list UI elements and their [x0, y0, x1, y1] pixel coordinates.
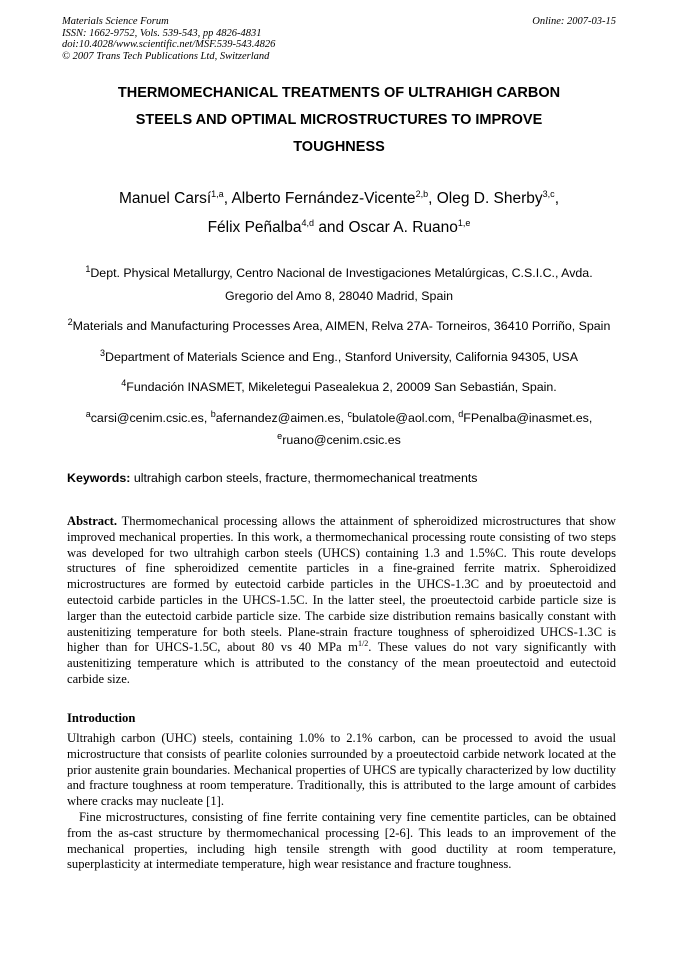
author-sup: 1,e [457, 217, 471, 228]
affiliation-item [66, 376, 612, 399]
author-and: and [318, 219, 345, 236]
email-sup: c [347, 408, 353, 419]
author-list [60, 184, 618, 242]
affiliation-sup: 1 [85, 263, 91, 274]
title-line-1: THERMOMECHANICAL TREATMENTS OF ULTRAHIGH CARBON [117, 85, 561, 101]
affiliation-item [66, 262, 612, 307]
issn-line: ISSN: 1662-9752, Vols. 539-543, pp 4826-4831 [62, 27, 262, 39]
author-sup: 2,b [415, 188, 429, 199]
title-line-3: TOUGHNESS [293, 139, 385, 155]
email-address[interactable]: FPenalba@inasmet.es, [463, 410, 593, 425]
author-name: Oscar A. Ruano [348, 219, 458, 236]
email-sup: a [85, 408, 91, 419]
keywords [67, 471, 617, 485]
author-line-1: Manuel Carsí$^{1,a}$, Alberto Fernández-Vicente$^{2,b}$, Oleg D. Sherby$^{3,c}$, [118, 188, 559, 207]
email-address[interactable]: afernandez@aimen.es, [215, 410, 345, 425]
online-date: Online: 2007-03-15 [532, 16, 616, 27]
affiliation-sup: 2 [67, 316, 73, 327]
author-sup: 4,d [301, 217, 314, 228]
doi-line: doi:10.4028/www.scientific.net/MSF.539-543.4826 [62, 39, 276, 50]
affiliation-sup: 3 [100, 347, 106, 358]
paragraph: Ultrahigh carbon (UHC) steels, containing 1.0% to 2.1% carbon, can be processed to avoid the usual microstructure that consists of pearlite colonies surrounded by a proeutectoid carbide network located at the prior austenite grain boundaries. Mechanical properties of UHCS are typically characterized by low ductility and fracture toughness at room temperature. Traditionally, this is attributed to the large amount of carbides where cracks may nucleate [1]. [67, 731, 616, 809]
email-list [66, 407, 612, 452]
affiliation-text: Fundación INASMET, Mikeletegui Pasealekua 2, 20009 San Sebastián, Spain. [126, 380, 557, 394]
abstract [67, 514, 616, 688]
paper-title [60, 80, 618, 161]
author-name: Manuel Carsí [118, 190, 212, 207]
email-address[interactable]: bulatole@aol.com, [352, 410, 455, 425]
email-address[interactable]: carsi@cenim.csic.es, [90, 410, 208, 425]
paragraph: Fine microstructures, consisting of fine ferrite containing very fine cementite particles, can be obtained from the as-cast structure by thermomechanical processing [2-6]. This leads to an improvement of the mechanical properties, including high tensile strength with good ductility at room temperature, superplasticity at intermediate temperature, high wear resistance and fracture toughness. [67, 809, 616, 872]
keywords-text: ultrahigh carbon steels, fracture, thermomechanical treatments [133, 471, 478, 485]
affiliation-text: Department of Materials Science and Eng., Stanford University, California 94305, USA [105, 349, 578, 364]
author-sup: 3,c [542, 188, 555, 199]
email-sup: b [210, 408, 216, 419]
email-address[interactable]: ruano@cenim.csic.es [282, 433, 401, 447]
affiliation-text: Dept. Physical Metallurgy, Centro Nacional de Investigaciones Metalúrgicas, C.S.I.C., Avda. Gregorio del Amo 8, 28040 Madrid, Spain [90, 266, 593, 303]
author-name: Alberto Fernández-Vicente [231, 190, 416, 207]
affiliation-sup: 4 [121, 377, 127, 388]
abstract-text: Thermomechanical processing allows the attainment of spheroidized microstructures that show improved mechanical properties. In this work, a thermomechanical processing route consisting of two steps was developed for two ultrahigh carbon steels (UHCS) containing 1.3 and 1.5%C. This route develops structures of fine spheroidized cementite particles in a fine-grained ferrite matrix. Spheroidized microstructures are formed by eutectoid carbide particles in the UHCS-1.3C and by proeutectoid and eutectoid carbide particles in the UHCS-1.5C. In the latter steel, the proeutectoid carbide particle size is larger than the eutectoid carbide particle size. The carbide size distribution remains basically constant with austenitizing temperature for both steels. Plane-strain fracture toughness of spheroidized UHCS-1.3C is higher than for UHCS-1.5C, about 80 vs 40 MPa m [67, 514, 617, 655]
title-line-2: STEELS AND OPTIMAL MICROSTRUCTURES TO IMPROVE [135, 112, 543, 128]
journal-name: Materials Science Forum [62, 16, 169, 27]
keywords-label: Keywords: [67, 471, 131, 485]
copyright-line: © 2007 Trans Tech Publications Ltd, Switzerland [62, 50, 270, 62]
affiliation-item [66, 346, 612, 369]
author-name: Félix Peñalba [207, 219, 302, 236]
affiliation-list [66, 262, 612, 460]
introduction-body [67, 731, 616, 873]
affiliation-item [66, 315, 612, 338]
author-name: Oleg D. Sherby [436, 190, 543, 207]
abstract-label: Abstract. [67, 514, 118, 528]
abstract-unit-sup: 1/2 [357, 639, 369, 649]
page-header [62, 16, 616, 62]
email-sup: e [277, 430, 283, 441]
affiliation-text: Materials and Manufacturing Processes Area, AIMEN, Relva 27A- Torneiros, 36410 Porriño, Spain [72, 319, 611, 333]
abstract-text-end: . These values do not vary significantly with austenitizing temperature which is attributed to the constancy of the mean proeutectoid and eutectoid carbide size. [67, 640, 616, 686]
section-heading-introduction: Introduction [67, 711, 136, 725]
author-line-2 [60, 213, 618, 242]
email-sup: d [458, 408, 464, 419]
author-sup: 1,a [211, 188, 224, 199]
